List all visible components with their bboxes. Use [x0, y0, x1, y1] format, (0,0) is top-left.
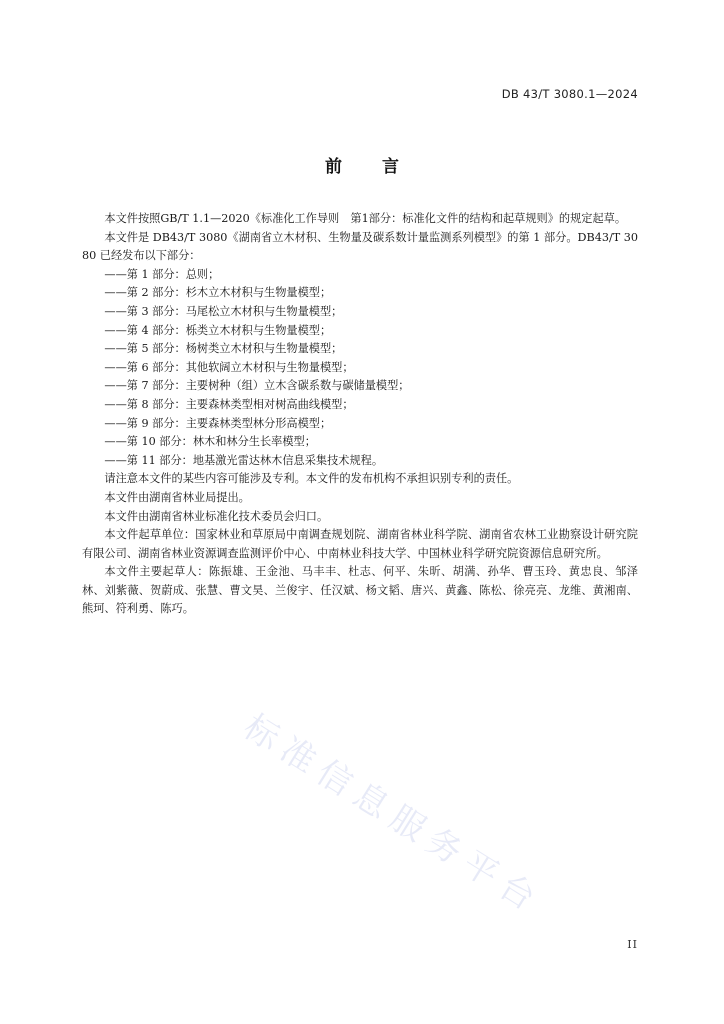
parts-list-item: ——第 9 部分：主要森林类型林分形高模型； [104, 416, 332, 430]
parts-list-item: ——第 6 部分：其他软阔立木材积与生物量模型； [104, 360, 354, 374]
parts-list-item: ——第 10 部分：林木和林分生长率模型； [104, 435, 316, 449]
paragraph-drafting-units: 本文件起草单位：国家林业和草原局中南调查规划院、湖南省林业科学院、湖南省农林工业勘察设计研究院有限公司、湖南省林业资源调查监测评价中心、中南林业科技大学、中国林业科学研究院资源信息研究所。 [82, 528, 638, 560]
paragraph-drafters: 本文件主要起草人：陈振雄、王金池、马丰丰、杜志、何平、朱昕、胡满、孙华、曹玉玲、黄忠良、邹泽林、刘紫薇、贺蔚成、张慧、曹文昊、兰俊宇、任汉斌、杨文韬、唐兴、黄鑫、陈松、徐亮亮、龙维、黄湘南、熊珂、符利勇、陈巧。 [82, 565, 638, 616]
paragraph-drafting-basis: 本文件按照GB/T 1.1—2020《标准化工作导则 第1部分：标准化文件的结构和起草规则》的规定起草。 [104, 212, 627, 225]
parts-list-item: ——第 4 部分：栎类立木材积与生物量模型； [104, 323, 332, 337]
paragraph-administrator: 本文件由湖南省林业标准化技术委员会归口。 [104, 509, 329, 523]
page-title: 前言 [325, 157, 439, 177]
parts-list-item: ——第 8 部分：主要森林类型相对树高曲线模型； [104, 397, 354, 411]
watermark: 标准信息服务平台 [236, 706, 550, 923]
page-number: II [627, 938, 638, 951]
parts-list-item: ——第 5 部分：杨树类立木材积与生物量模型； [104, 342, 343, 356]
parts-list-item: ——第 11 部分：地基激光雷达林木信息采集技术规程。 [104, 453, 384, 467]
document-code: DB 43/T 3080.1—2024 [501, 87, 638, 101]
parts-list-item: ——第 3 部分：马尾松立木材积与生物量模型； [104, 304, 343, 318]
parts-list-item: ——第 1 部分：总则； [104, 267, 220, 281]
paragraph-proposer: 本文件由湖南省林业局提出。 [104, 490, 250, 504]
parts-list-item: ——第 7 部分：主要树种（组）立木含碳系数与碳储量模型； [104, 379, 410, 393]
paragraph-series-intro: 本文件是 DB43/T 3080《湖南省立木材积、生物量及碳系数计量监测系列模型》的第 1 部分。DB43/T 3080 已经发布以下部分： [82, 230, 638, 263]
parts-list-item: ——第 2 部分：杉木立木材积与生物量模型； [104, 286, 332, 300]
document-body [82, 210, 638, 619]
paragraph-patent-notice: 请注意本文件的某些内容可能涉及专利。本文件的发布机构不承担识别专利的责任。 [104, 472, 519, 486]
parts-list [82, 266, 638, 471]
